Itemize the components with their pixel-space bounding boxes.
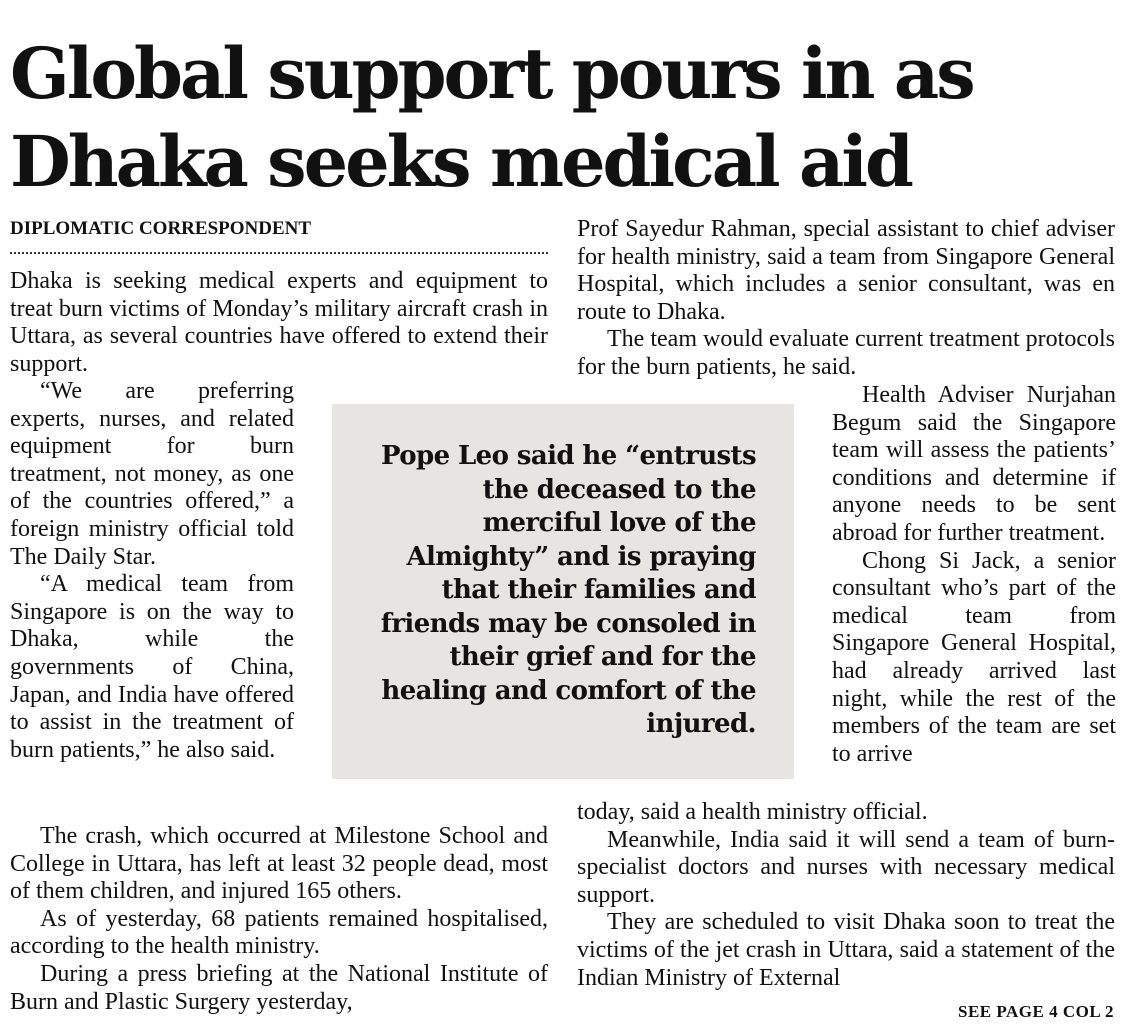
paragraph: Health Adviser Nurjahan Begum said the Singapore team will assess the patients’ conditions and determine if anyone needs to be sent abroad for further treatment.	[832, 382, 1116, 546]
paragraph: The crash, which occurred at Milestone School and College in Uttara, has left at least 32 people dead, most of them children, and injured 165 others.	[10, 823, 548, 905]
column-2-top	[577, 216, 1115, 382]
pull-quote: Pope Leo said he “entrusts the deceased to the merciful love of the Almighty” and is praying that their families and friends may be consoled in their grief and for the healing and comfort of the injured.	[380, 441, 756, 739]
byline: DIPLOMATIC CORRESPONDENT	[10, 218, 312, 239]
paragraph-continued: today, said a health ministry official.	[577, 799, 928, 825]
paragraph: The team would evaluate current treatment protocols for the burn patients, he said.	[577, 326, 1115, 380]
paragraph: They are scheduled to visit Dhaka soon to treat the victims of the jet crash in Uttara, said a statement of the Indian Ministry of External	[577, 909, 1115, 991]
byline-divider	[10, 252, 548, 254]
paragraph: “We are preferring experts, nurses, and related equipment for burn treatment, not money, as one of the countries offered,” a foreign ministry official told The Daily Star.	[10, 378, 294, 570]
continued-jump-line: SEE PAGE 4 COL 2	[958, 1002, 1114, 1021]
paragraph: Prof Sayedur Rahman, special assistant to chief adviser for health ministry, said a team from Singapore General Hospital, which includes a senior consultant, was en route to Dhaka.	[577, 216, 1115, 325]
paragraph: As of yesterday, 68 patients remained hospitalised, according to the health ministry.	[10, 905, 548, 960]
column-2-bottom	[577, 799, 1115, 992]
column-1-bottom	[10, 823, 548, 1016]
paragraph: Meanwhile, India said it will send a team of burn-specialist doctors and nurses with necessary medical support.	[577, 826, 1115, 908]
paragraph: “A medical team from Singapore is on the way to Dhaka, while the governments of China, Japan, and India have offered to assist in the treatment of burn patients,” he also said.	[10, 571, 294, 763]
headline	[10, 30, 1120, 206]
headline-line-1: Global support pours in as	[10, 32, 973, 115]
paragraph: Dhaka is seeking medical experts and equipment to treat burn victims of Monday’s military aircraft crash in Uttara, as several countries have offered to extend their support.	[10, 268, 548, 377]
column-1-narrow	[10, 378, 294, 764]
paragraph: During a press briefing at the National Institute of Burn and Plastic Surgery yesterday,	[10, 960, 548, 1015]
headline-line-2: Dhaka seeks medical aid	[10, 120, 911, 203]
column-2-narrow	[832, 382, 1116, 768]
column-1-top	[10, 268, 548, 378]
paragraph: Chong Si Jack, a senior consultant who’s part of the medical team from Singapore General Hospital, had already arrived last night, while the rest of the members of the team are set to arrive	[832, 547, 1116, 767]
